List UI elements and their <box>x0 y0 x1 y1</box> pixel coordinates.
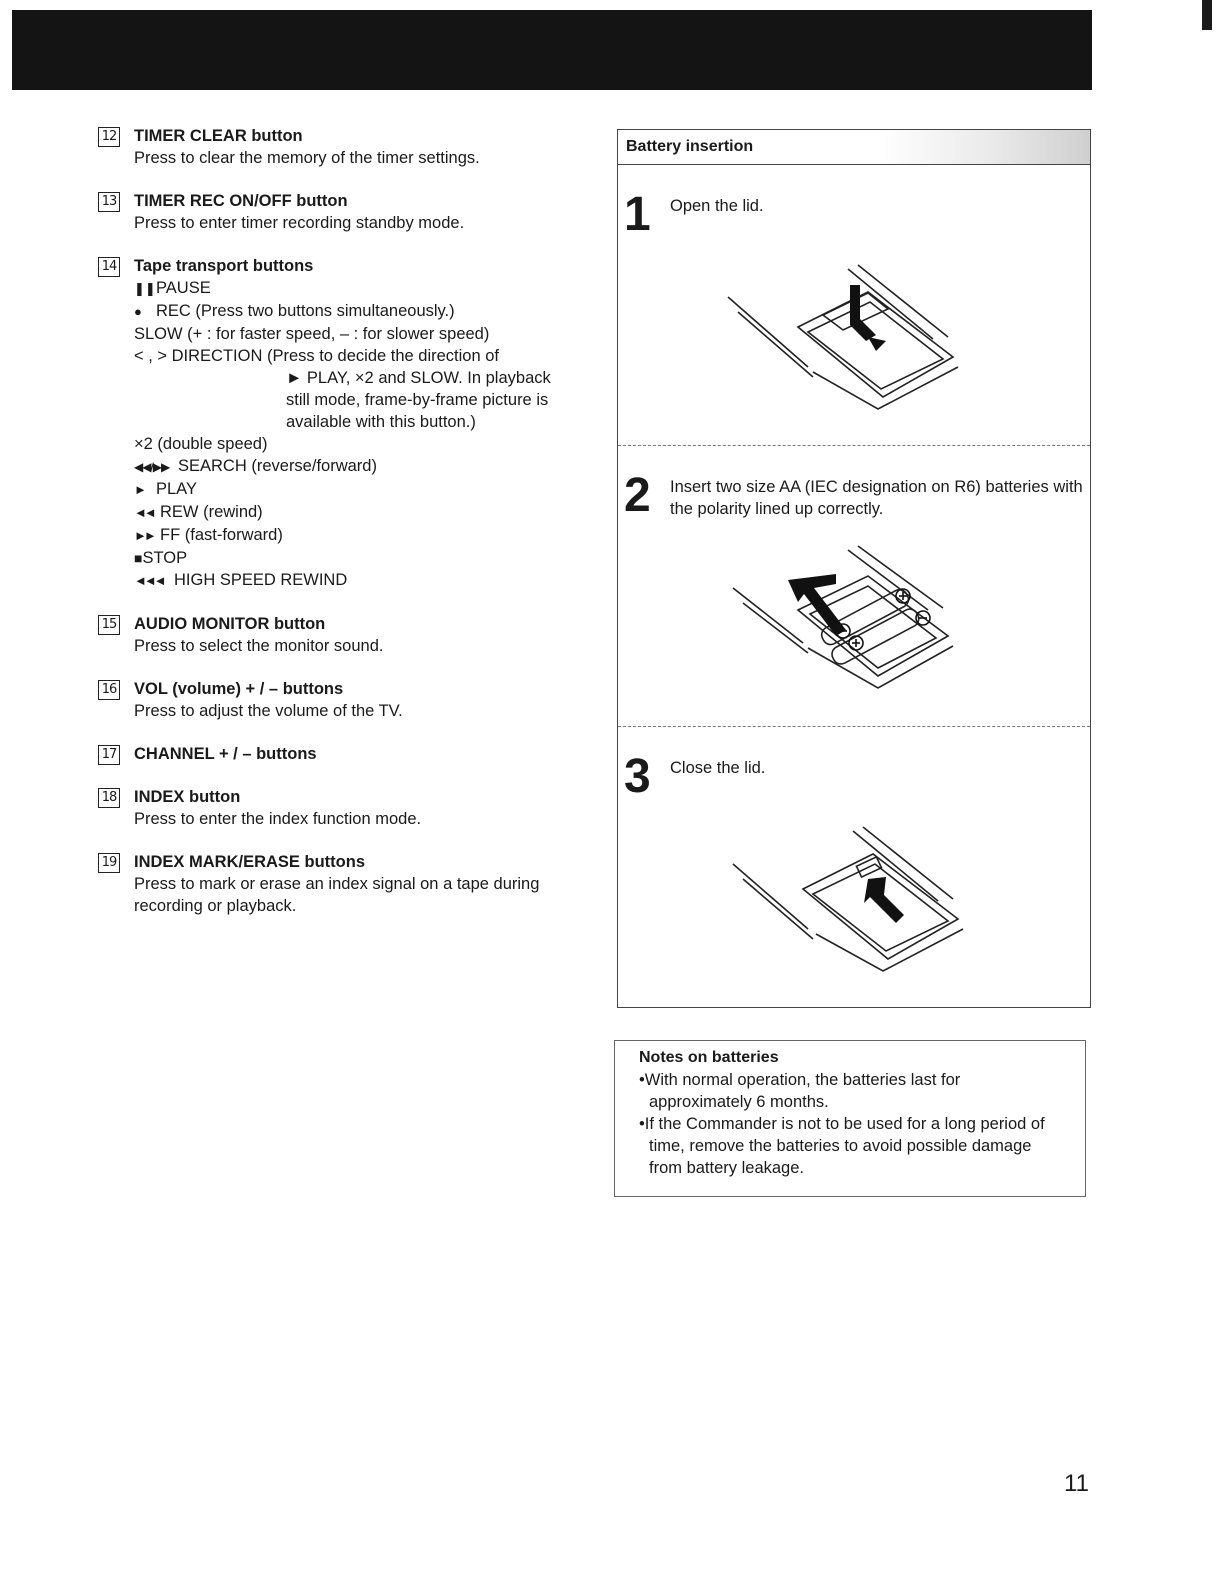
item-volume <box>98 678 578 722</box>
rew-line <box>134 501 578 524</box>
item-description: Press to clear the memory of the timer settings. <box>134 149 480 167</box>
item-title: INDEX MARK/ERASE buttons <box>134 853 365 871</box>
item-number: 18 <box>98 788 120 808</box>
notes-title: Notes on batteries <box>639 1049 779 1066</box>
item-title: VOL (volume) + / – buttons <box>134 680 344 698</box>
notes-on-batteries <box>614 1040 1086 1197</box>
item-audio-monitor <box>98 613 578 657</box>
step-insert-batteries <box>618 446 1090 727</box>
item-number: 15 <box>98 615 120 635</box>
item-title: TIMER CLEAR button <box>134 127 303 145</box>
item-channel <box>98 743 578 765</box>
hsr-label: HIGH SPEED REWIND <box>174 571 348 589</box>
item-description: Press to select the monitor sound. <box>134 637 384 655</box>
item-title: CHANNEL + / – buttons <box>134 745 317 763</box>
item-number: 12 <box>98 127 120 147</box>
remote-batteries-illustration <box>718 538 978 698</box>
search-line <box>134 455 578 478</box>
remote-close-lid-illustration <box>718 819 978 979</box>
stop-label: STOP <box>142 549 188 567</box>
battery-insertion-panel <box>617 129 1091 1008</box>
rec-line <box>134 300 578 323</box>
direction-line <box>134 345 578 367</box>
pause-label: PAUSE <box>156 279 211 297</box>
ff-label: FF (fast-forward) <box>160 526 283 544</box>
step-number: 1 <box>624 188 651 241</box>
item-index-mark-erase <box>98 851 578 917</box>
slow-line: SLOW (+ : for faster speed, – : for slower speed) <box>134 325 490 343</box>
step-text: Insert two size AA (IEC designation on R6) batteries with the polarity lined up correctly. <box>670 478 1083 518</box>
panel-heading: Battery insertion <box>618 130 1090 165</box>
play-label: PLAY <box>156 480 197 498</box>
page-number: 11 <box>1064 1470 1089 1497</box>
pause-line <box>134 277 578 300</box>
step-text: Open the lid. <box>670 197 764 215</box>
step-open-lid <box>618 165 1090 446</box>
stop-line <box>134 547 578 569</box>
item-number: 17 <box>98 745 120 765</box>
direction-text-first: (Press to decide the direction of <box>266 347 499 365</box>
stop-icon: ■ <box>134 550 143 566</box>
search-label: SEARCH (reverse/forward) <box>178 457 377 475</box>
step-number: 3 <box>624 750 651 803</box>
search-icon: ◀◀/▶▶ <box>134 460 170 474</box>
high-speed-rewind-icon: ◄◄◄ <box>134 573 164 588</box>
item-timer-clear <box>98 125 578 169</box>
rec-label: REC (Press two buttons simultaneously.) <box>156 302 455 320</box>
play-icon: ► <box>134 482 147 497</box>
hsr-line <box>134 569 578 592</box>
fast-forward-icon: ►► <box>134 528 154 543</box>
header-edge-mark <box>1202 0 1212 30</box>
item-number: 14 <box>98 257 120 277</box>
item-description: Press to adjust the volume of the TV. <box>134 702 403 720</box>
item-title: AUDIO MONITOR button <box>134 615 326 633</box>
direction-text-continued: ► PLAY, ×2 and SLOW. In playback still mode, frame-by-frame picture is available with this button.) <box>286 369 551 431</box>
header-band <box>12 10 1092 90</box>
direction-label: < , > DIRECTION <box>134 347 263 365</box>
item-tape-transport <box>98 255 578 592</box>
item-title: Tape transport buttons <box>134 257 314 275</box>
item-timer-rec <box>98 190 578 234</box>
ff-line <box>134 524 578 547</box>
item-description: Press to mark or erase an index signal on a tape during recording or playback. <box>134 875 540 915</box>
item-index <box>98 786 578 830</box>
item-description: Press to enter the index function mode. <box>134 810 422 828</box>
item-number: 19 <box>98 853 120 873</box>
step-close-lid <box>618 727 1090 1007</box>
rewind-icon: ◄◄ <box>134 505 154 520</box>
step-text: Close the lid. <box>670 759 766 777</box>
step-number: 2 <box>624 469 651 522</box>
notes-list <box>639 1069 1059 1179</box>
remote-open-lid-illustration <box>718 257 978 417</box>
rec-icon: ● <box>134 304 142 319</box>
rew-label: REW (rewind) <box>160 503 263 521</box>
x2-line: ×2 (double speed) <box>134 435 268 453</box>
pause-icon: ❚❚ <box>134 281 156 296</box>
button-descriptions <box>98 125 578 938</box>
play-line <box>134 478 578 501</box>
note-item: •With normal operation, the batteries last for approximately 6 months. <box>639 1071 961 1111</box>
item-number: 13 <box>98 192 120 212</box>
item-title: INDEX button <box>134 788 241 806</box>
item-number: 16 <box>98 680 120 700</box>
note-item: •If the Commander is not to be used for a long period of time, remove the batteries to avoid possible damage from battery leakage. <box>639 1115 1045 1177</box>
item-title: TIMER REC ON/OFF button <box>134 192 348 210</box>
item-description: Press to enter timer recording standby mode. <box>134 214 465 232</box>
